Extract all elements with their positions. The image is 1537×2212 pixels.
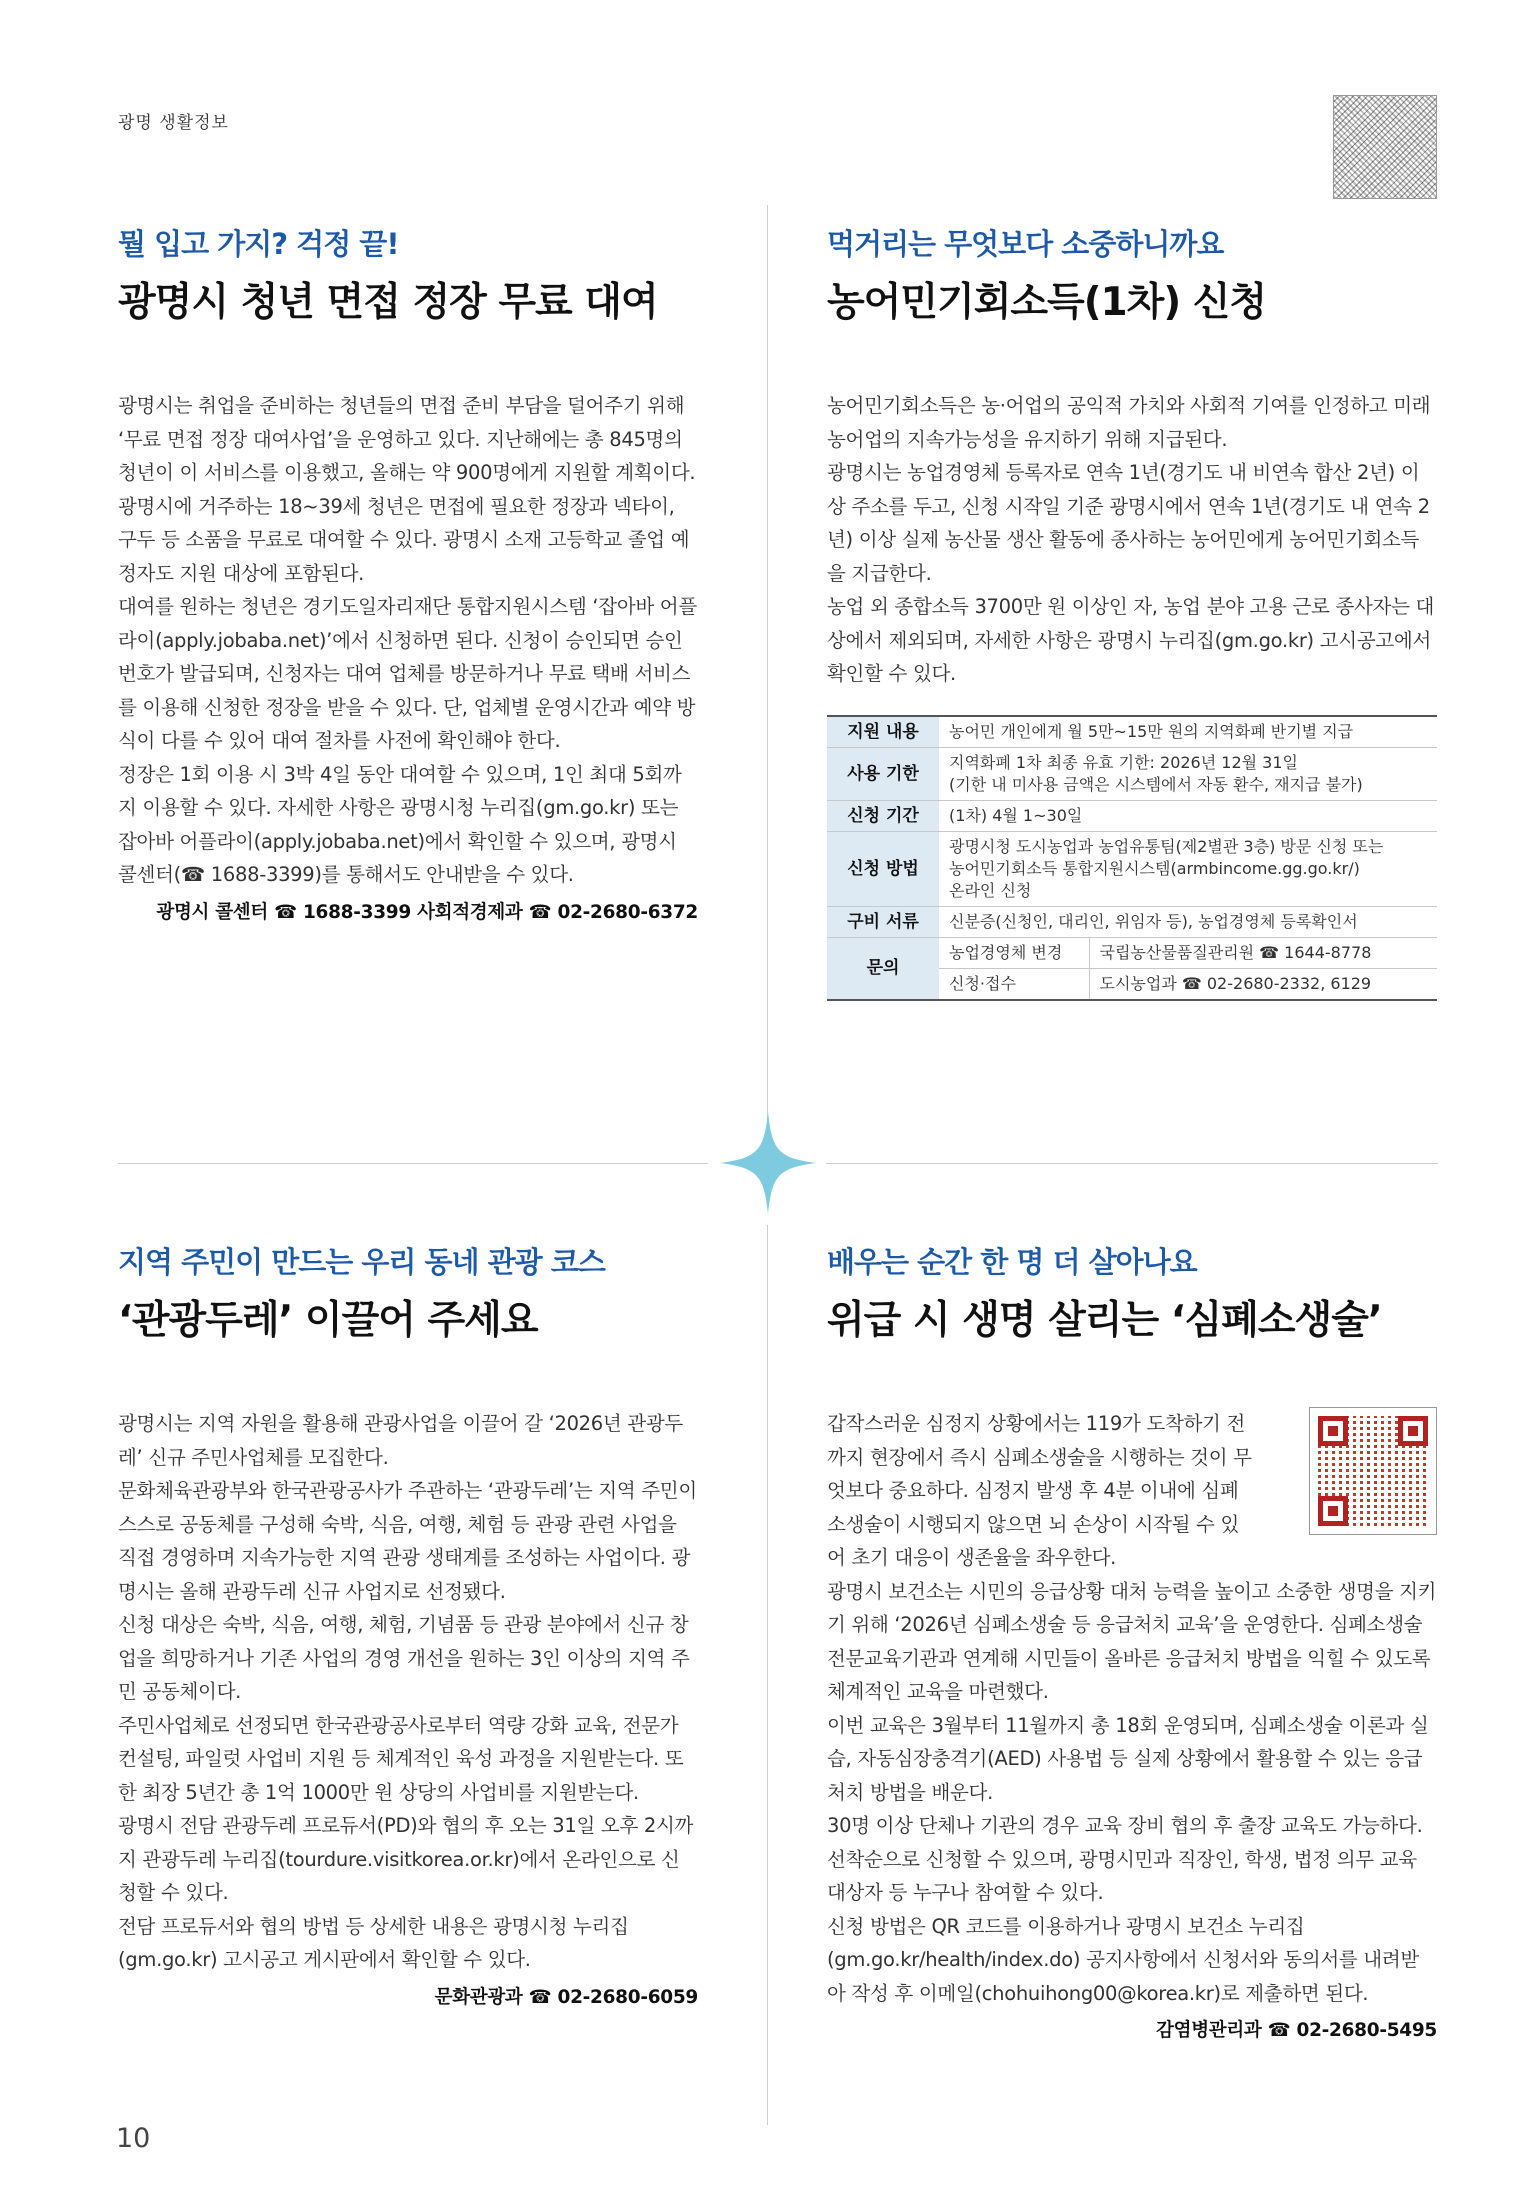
paragraph: 신청 대상은 숙박, 식음, 여행, 체험, 기념품 등 관광 분야에서 신규 창업을 희망하거나 기존 사업의 경영 개선을 원하는 3인 이상의 지역 주민 공동체이다. [118, 1613, 690, 1703]
contact-info: 광명시 콜센터 ☎ 1688-3399 사회적경제과 ☎ 02-2680-6372 [156, 901, 698, 923]
article-subtitle: 지역 주민이 만드는 우리 동네 관광 코스 [118, 1245, 605, 1279]
paragraph: 광명시 전담 관광두레 프로듀서(PD)와 협의 후 오는 31일 오후 2시까지 관광두레 누리집(tourdure.visitkorea.or.kr)에서 온라인으로 신청할 수 있다. [118, 1814, 694, 1904]
table-label: 사용 기한 [827, 747, 939, 800]
article-title: ‘관광두레’ 이끌어 주세요 [118, 1298, 538, 1343]
article-tourism-dure [118, 1240, 698, 2009]
text-line: 갑작스러운 심정지 상황에서는 119가 도착하기 전 [827, 1412, 1246, 1435]
contact-info: 문화관광과 ☎ 02-2680-6059 [434, 1986, 698, 2008]
table-cell [939, 747, 1437, 800]
qr-code-icon[interactable] [1309, 1407, 1437, 1535]
column-divider-bottom [767, 1225, 768, 2125]
article-title: 농어민기회소득(1차) 신청 [827, 280, 1267, 325]
table-label: 신청 기간 [827, 800, 939, 831]
paragraph: 광명시는 농업경영체 등록자로 연속 1년(경기도 내 비연속 합산 2년) 이상 주소를 두고, 신청 시작일 기준 광명시에서 연속 1년(경기도 내 연속 2년) 이상 실제 농산물 생산 활동에 종사하는 농어민에게 농어민기회소득을 지급한다. [827, 461, 1430, 585]
paragraph: 주민사업체로 선정되면 한국관광공사로부터 역량 강화 교육, 전문가 컨설팅, 파일럿 사업비 지원 등 체계적인 육성 과정을 지원받는다. 또한 최장 5년간 총 1억 1000만 원 상당의 사업비를 지원받는다. [118, 1713, 684, 1804]
paragraph: 농업 외 종합소득 3700만 원 이상인 자, 농업 분야 고용 근로 종사자는 대상에서 제외되며, 자세한 사항은 광명시 누리집(gm.go.kr) 고시공고에서 확인할 수 있다. [827, 595, 1435, 685]
article-title: 광명시 청년 면접 정장 무료 대여 [118, 280, 658, 325]
table-cell: 도시농업과 ☎ 02-2680-2332, 6129 [1089, 968, 1437, 1000]
table-cell-line: 농어민기회소득 통합지원시스템(armbincome.gg.go.kr/) [949, 858, 1360, 878]
table-cell: (1차) 4월 1~30일 [939, 800, 1437, 831]
article-subtitle: 뭘 입고 가지? 걱정 끝! [118, 227, 399, 261]
paragraph: 어 초기 대응이 생존율을 좌우한다. [827, 1546, 1117, 1569]
paragraph: 광명시 보건소는 시민의 응급상황 대처 능력을 높이고 소중한 생명을 지키기 위해 ‘2026년 심폐소생술 등 응급처치 교육’을 운영한다. 심폐소생술 전문교육기관과 연계해 시민들이 올바른 응급처치 방법을 익힐 수 있도록 체계적인 교육을 마련했다. [827, 1579, 1437, 1703]
table-cell: 농어민 개인에게 월 5만~15만 원의 지역화폐 반기별 지급 [939, 716, 1437, 748]
text-line: 소생술이 시행되지 않으면 뇌 손상이 시작될 수 있 [827, 1512, 1240, 1536]
table-label: 지원 내용 [827, 716, 939, 748]
info-table [827, 715, 1437, 1001]
article-subtitle: 먹거리는 무엇보다 소중하니까요 [827, 227, 1224, 261]
table-row [827, 831, 1437, 906]
star-ornament-icon [720, 1112, 816, 1214]
table-label: 신청 방법 [827, 831, 939, 906]
table-row [827, 716, 1437, 748]
qr-finder [1318, 1496, 1348, 1526]
paragraph: 이번 교육은 3월부터 11월까지 총 18회 운영되며, 심폐소생술 이론과 실습, 자동심장충격기(AED) 사용법 등 실제 상황에서 활용할 수 있는 응급처치 방법을 배운다. [827, 1713, 1429, 1804]
table-cell: 신분증(신청인, 대리인, 위임자 등), 농업경영체 등록확인서 [939, 906, 1437, 937]
top-qr-code-icon [1333, 95, 1437, 199]
text-line: 까지 현장에서 즉시 심폐소생술을 시행하는 것이 무 [827, 1445, 1252, 1469]
table-subcell: 신청·접수 [939, 968, 1089, 1000]
table-cell: 국립농산물품질관리원 ☎ 1644-8778 [1089, 937, 1437, 968]
article-body [118, 1407, 698, 1977]
row-divider-left [118, 1163, 708, 1164]
article-title: 위급 시 생명 살리는 ‘심폐소생술’ [827, 1298, 1382, 1343]
table-row [827, 937, 1437, 968]
paragraph: 전담 프로듀서와 협의 방법 등 상세한 내용은 광명시청 누리집(gm.go.kr) 고시공고 게시판에서 확인할 수 있다. [118, 1914, 629, 1971]
qr-pattern [1318, 1416, 1428, 1526]
table-cell-line: 지역화폐 1차 최종 유효 기한: 2026년 12월 31일 [949, 752, 1298, 772]
table-subcell: 농업경영체 변경 [939, 937, 1089, 968]
paragraph: 문화체육관광부와 한국관광공사가 주관하는 ‘관광두레’는 지역 주민이 스스로 공동체를 구성해 숙박, 식음, 여행, 체험 등 관광 관련 사업을 직접 경영하며 지속가능한 지역 관광 생태계를 조성하는 사업이다. 광명시는 올해 관광두레 신규 사업지로 선정됐다. [118, 1479, 697, 1603]
table-cell-line: (기한 내 미사용 금액은 시스템에서 자동 환수, 재지급 불가) [949, 774, 1363, 794]
paragraph: 신청 방법은 QR 코드를 이용하거나 광명시 보건소 누리집(gm.go.kr/health/index.do) 공지사항에서 신청서와 동의서를 내려받아 작성 후 이메일(chohuihong00@korea.kr)로 제출하면 된다. [827, 1914, 1419, 2005]
paragraph: 광명시는 취업을 준비하는 청년들의 면접 준비 부담을 덜어주기 위해 ‘무료 면접 정장 대여사업’을 운영하고 있다. 지난해에는 총 845명의 청년이 이 서비스를 이용했고, 올해는 약 900명에게 지원할 계획이다. [118, 394, 696, 484]
section-tag: 광명 생활정보 [118, 113, 229, 133]
table-label: 문의 [827, 937, 939, 1000]
qr-finder [1398, 1416, 1428, 1446]
table-label: 구비 서류 [827, 906, 939, 937]
article-subtitle: 배우는 순간 한 명 더 살아나요 [827, 1245, 1197, 1279]
article-body [827, 1407, 1437, 2010]
article-cpr [827, 1240, 1437, 2042]
paragraph: 대여를 원하는 청년은 경기도일자리재단 통합지원시스템 ‘잡아바 어플라이(apply.jobaba.net)’에서 신청하면 된다. 신청이 승인되면 승인 번호가 발급되며, 신청자는 대여 업체를 방문하거나 무료 택배 서비스를 이용해 신청한 정장을 받을 수 있다. 단, 업체별 운영시간과 예약 방식이 다를 수 있어 대여 절차를 사전에 확인해야 한다. [118, 595, 697, 752]
article-suit-rental [118, 222, 698, 924]
article-farmer-income [827, 222, 1437, 1001]
text-line: 엇보다 중요하다. 심정지 발생 후 4분 이내에 심폐 [827, 1479, 1239, 1502]
table-row [827, 800, 1437, 831]
paragraph: 정장은 1회 이용 시 3박 4일 동안 대여할 수 있으며, 1인 최대 5회까지 이용할 수 있다. 자세한 사항은 광명시청 누리집(gm.go.kr) 또는 잡아바 어플라이(apply.jobaba.net)에서 확인할 수 있으며, 광명시 콜센터(☎ 1688-3399)를 통해서도 안내받을 수 있다. [118, 762, 682, 886]
table-row [827, 906, 1437, 937]
contact-info: 감염병관리과 ☎ 02-2680-5495 [1156, 2020, 1437, 2041]
table-cell-line: 온라인 신청 [949, 880, 1032, 900]
table-cell [939, 831, 1437, 906]
article-body [827, 389, 1437, 691]
column-divider-top [767, 205, 768, 1125]
qr-finder [1318, 1416, 1348, 1446]
page-number: 10 [116, 2123, 151, 2154]
table-cell-line: 광명시청 도시농업과 농업유통팀(제2별관 3층) 방문 신청 또는 [949, 836, 1384, 856]
table-row [827, 747, 1437, 800]
qr-text-row [827, 1407, 1437, 1541]
article-body [118, 389, 698, 892]
paragraph: 광명시는 지역 자원을 활용해 관광사업을 이끌어 갈 ‘2026년 관광두레’ 신규 주민사업체를 모집한다. [118, 1412, 683, 1469]
paragraph: 농어민기회소득은 농·어업의 공익적 가치와 사회적 기여를 인정하고 미래 농어업의 지속가능성을 유지하기 위해 지급된다. [827, 394, 1431, 451]
row-divider-right [826, 1163, 1438, 1164]
paragraph: 광명시에 거주하는 18~39세 청년은 면접에 필요한 정장과 넥타이, 구두 등 소품을 무료로 대여할 수 있다. 광명시 소재 고등학교 졸업 예정자도 지원 대상에 포함된다. [118, 494, 690, 585]
paragraph: 30명 이상 단체나 기관의 경우 교육 장비 협의 후 출장 교육도 가능하다. 선착순으로 신청할 수 있으며, 광명시민과 직장인, 학생, 법정 의무 교육 대상자 등 누구나 참여할 수 있다. [827, 1814, 1423, 1904]
